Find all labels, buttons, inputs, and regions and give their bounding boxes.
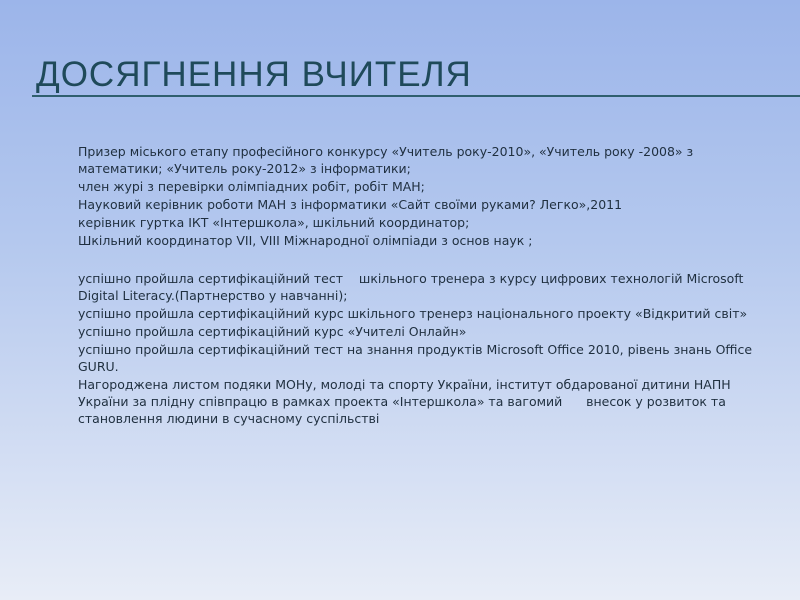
bullet-list — [44, 143, 764, 428]
list-item-text: Призер міського етапу професійного конкурсу «Учитель року-2010», «Учитель року -2008» з математики; «Учитель року-2012» з інформатики; — [78, 144, 694, 176]
list-item-text: успішно пройшла сертифікаційний курс «Учителі Онлайн» — [78, 324, 467, 339]
list-item-text: член журі з перевірки олімпіадних робіт, робіт МАН; — [78, 179, 425, 194]
empty-list-item — [44, 250, 764, 269]
list-item-text: успішно пройшла сертифікаційний курс шкільного тренерз національного проекту «Відкритий світ» — [78, 306, 748, 321]
list-item — [44, 232, 764, 249]
list-item-text: успішно пройшла сертифікаційний тест шкільного тренера з курсу цифрових технологій Microsoft Digital Literacy.(Партнерство у навчанні); — [78, 271, 752, 303]
list-item — [44, 178, 764, 195]
list-item — [44, 214, 764, 231]
list-item-text: Шкільний координатор VII, VIII Міжнародної олімпіади з основ наук ; — [78, 233, 533, 248]
list-item — [44, 341, 764, 375]
list-item — [44, 143, 764, 177]
list-item-text: успішно пройшла сертифікаційний тест на знання продуктів Microsoft Office 2010, рівень знань Office GURU. — [78, 342, 753, 374]
list-item-text: Науковий керівник роботи МАН з інформатики «Сайт своїми руками? Легко»,2011 — [78, 197, 623, 212]
list-item — [44, 196, 764, 213]
list-item-text: керівник гуртка ІКТ «Інтершкола», шкільний координатор; — [78, 215, 470, 230]
list-item — [44, 376, 764, 427]
slide-title: ДОСЯГНЕННЯ ВЧИТЕЛЯ — [36, 55, 472, 94]
title-underline — [32, 95, 800, 97]
list-item-text: Нагороджена листом подяки МОНу, молоді та спорту України, інститут обдарованої дитини НАПН України за плідну співпрацю в рамках проекта «Інтершкола» та вагомий внесок у розвиток та становлення людини в сучасному суспільстві — [78, 377, 735, 426]
list-item — [44, 270, 764, 304]
list-item — [44, 305, 764, 322]
list-item — [44, 323, 764, 340]
